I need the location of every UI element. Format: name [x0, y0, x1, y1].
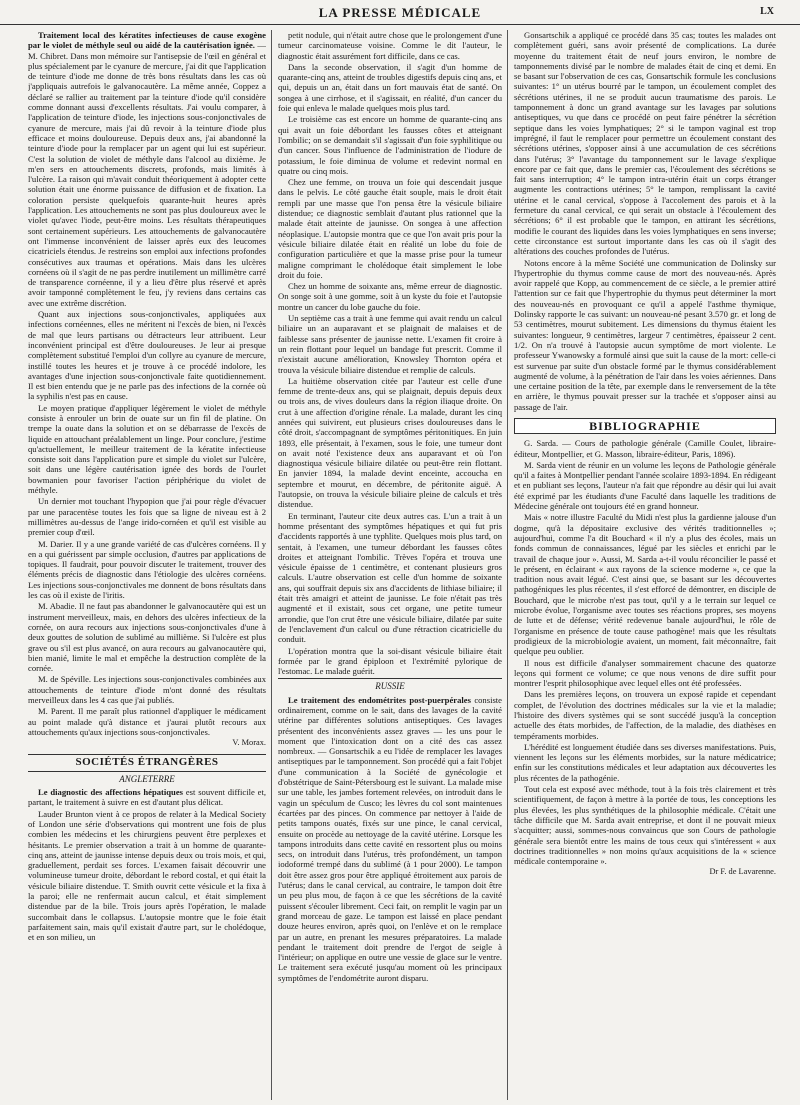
article-heading: Traitement local des kératites infectieuses de cause exogène par le violet de méthyle seul ou aidé de la cautérisation ignée. — [28, 30, 266, 51]
paragraph: Chez un homme de soixante ans, même erreur de diagnostic. On songe soit à une gomme, soit à un kyste du foie et l'autopsie montre un cancer du lobe gauche du foie. — [278, 281, 502, 312]
paragraph: Quant aux injections sous-conjonctivales, appliquées aux infections cornéennes, elles ne méritent ni l'excès de bien, ni l'excès de mal que leurs partisans ou détracteurs leur attribuent. Leur inconvénient principal est d'être douloureuses. Je leur ai presque complètement substitué l'emploi d'un collyre au cyanure de mercure, instillé toutes les heures et je trouve à ce procédé indolore, les avantages d'une injection sous-conjonctivale faite quotidiennement. Il est bien entendu que je ne parle pas des infections de la cornée où la syphilis n'est pas en cause. — [28, 309, 266, 402]
bibliography-banner: BIBLIOGRAPHIE — [514, 418, 776, 434]
paragraph: petit nodule, qui n'était autre chose que le prolongement d'une tumeur carcinomateuse voisine. Comme le dit l'auteur, le diagnostic était assurément fort difficile, dans ce cas. — [278, 30, 502, 61]
paragraph: M. de Spéville. Les injections sous-conjonctivales combinées aux attouchements de teinture d'iode m'ont donné des résultats merveilleux dans les 4 cas que j'ai publiés. — [28, 674, 266, 705]
column-3 — [514, 30, 776, 1100]
paragraph — [28, 787, 266, 808]
paragraph: Chez une femme, on trouva un foie qui descendait jusque dans le pelvis. Le côté gauche était souple, mais le droit était rempli par une masse que l'on pensa être la vésicule biliaire distendue; ce diagnostic semblait d'autant plus rationnel que la malade était atteinte de jaunisse. On songea à une affection néoplasique. L'autopsie montra que ce que l'on avait pris pour la vésicule biliaire dilatée était en réalité un lobe du foie de configuration particulière et que la masse prise pour la tumeur maligne comprimant le cholédoque était simplement le lobe droit du foie. — [278, 177, 502, 280]
paragraph: Un septième cas a trait à une femme qui avait rendu un calcul biliaire un an auparavant et se plaignait de malaises et de faiblesse sans présenter de jaunisse nette. L'examen fit croire à un rein flottant pour lequel un bandage fut prescrit. Comme il n'existait aucune amélioration, Knowsley Thornton opéra et trouva la vésicule biliaire distendue et remplie de calculs. — [278, 313, 502, 375]
paragraph: Dans les premières leçons, on trouvera un exposé rapide et cependant complet, de l'évolution des doctrines médicales sur la vie et la maladie; l'histoire des divers systèmes qui se sont succédé jusqu'à la conception actuelle des états morbides, de l'affection, de la maladie, des diathèses en tempéraments morbides. — [514, 689, 776, 741]
paragraph: Gonsartschik a appliqué ce procédé dans 35 cas; toutes les malades ont complètement guéri, sans avoir présenté de complications. La durée moyenne du traitement était de neuf jours environ, le nombre de tamponnements divisé par le nombre de malades était de cinq et demi. En se basant sur l'observation de ces cas, Gonsartschik formule les conclusions suivantes: 1° un utérus bourré par le tampon, un écoulement complet des sécrétions utérines, il ne se produit aucun traumatisme des parois. Le tamponnement à donc un grand avantage sur les lavages par solutions antiseptiques, vu que dans ce procédé on peut faire pénétrer la sécrétion septique dans les voies lymphatiques; 2° si le tampon vaginal est trop imprégné, il faut le remplacer pour permettre un écoulement constant des sécrétions utérines, s'opposer ainsi à une accumulation de ces sécrétions dans l'utérus; 3° l'avantage du tamponnement sur le lavage s'explique encore par ce fait que, dans le premier cas, l'écoulement des sécrétions se fait sans interruption; 4° le tampon intra-utérin était un corps étranger augmente les contractions utérines; 5° le tampon, remplissant la cavité utérine et le canal cervical, s'oppose à l'accolement des parois et à la fermeture du canal cervical, ce qui serait un obstacle à l'écoulement des sécrétions; 6° il est probable que le tampon, en attirant les sécrétions, modifie le courant des liquides dans les voies lymphatiques en sens inverse; cette circonstance est surtout importante dans les cas où il s'agit des altérations des couches profondes de l'utérus. — [514, 30, 776, 257]
paragraph: En terminant, l'auteur cite deux autres cas. L'un a trait à un homme présentant des symptômes hépatiques et qui fut pris d'accidents rapportés à une typhlite. Quelques mois plus tard, on sentait, à l'examen, une tumeur débordant les fausses côtes droites et atteignant l'ombilic. Trèves l'opéra et trouva une vésicule épaisse de 1 centimètre, et contenant plusieurs gros calculs. L'autre observation est celle d'un homme de soixante ans, qui souffrait depuis six ans d'accidents de lithiase biliaire; il était très amaigri et atteint de jaunisse. Le foie n'était pas très augmenté et il existait, sous cet organe, une petite tumeur arrondie, que l'on crut être une vésicule biliaire, dilatée par suite de l'enclavement d'un calcul ou d'une rétraction cicatricielle du conduit. — [278, 510, 502, 645]
section-heading: SOCIÉTÉS ÉTRANGÈRES — [28, 754, 266, 767]
paragraph: M. Sarda vient de réunir en un volume les leçons de Pathologie générale qu'il a faites à Montpellier pendant l'année scolaire 1893-1894. En rédigeant et en publiant ses leçons, l'auteur n'a fait que répondre au désir qui lui avait été exprimé par les étudiants d'une Faculté dans laquelle les traditions de Médecine générale ont toujours été en grand honneur. — [514, 459, 776, 512]
column-rule-1 — [271, 30, 272, 1100]
paragraph: M. Darier. Il y a une grande variété de cas d'ulcères cornéens. Il y en a qui guérissent par simple occlusion, d'autres par applications de topiques. Il faudrait, pour pouvoir discuter le traitement, trouver des éléments précis de diagnostic dans l'étiologie des ulcères cornéens. Les injections sous-conjonctivales me donnent de bons résultats dans les cas où il existe de l'iritis. — [28, 538, 266, 601]
article-heading: Le diagnostic des affections hépatiques — [38, 787, 183, 798]
column-2 — [278, 30, 502, 1100]
paragraph: L'opération montra que la soi-disant vésicule biliaire était formée par le grand épiploon et l'extrémité pylorique de l'estomac. Le malade guérit. — [278, 645, 502, 677]
paragraph: M. Abadie. Il ne faut pas abandonner le galvanocautère qui est un instrument merveilleux, mais, en dehors des ulcères infectieux de la cornée, on aura recours aux injections sous-conjonctivales d'une à deux gouttes de solution de sublimé au millième. Si l'ulcère est plus grave ou s'il est plus avancé, on aura recours au galvanocautère qui, bien manié, limite le mal et empêche la destruction complète de la cornée. — [28, 601, 266, 674]
paragraph: Un dernier mot touchant l'hypopion que j'ai pour règle d'évacuer par une paracentèse toutes les fois que sa ligne de niveau est à 2 millimètres au-dessus de l'ange irido-cornéen et qu'il est visible au premier coup d'œil. — [28, 496, 266, 538]
paragraph-text: consiste ordinairement, comme on le sait, dans des lavages de la cavité utérine par différentes solutions antiseptiques. Ces lavages présentent des inconvénients assez graves — les uns pour le moment que l'intoxication dont on a cité des cas assez nombreux. — Gonsartschik a eu l'idée de remplacer les lavages antiseptiques par le tamponnement. Son procédé qui a fait l'objet d'une communication à la Société de gynécologie et d'obstétrique de Saint-Pétersbourg est le suivant. La malade mise sur une table, les jambes fortement relevées, on introduit dans le vagin un spéculum de Cusco; les lèvres du col sont maintenues écartées par des pinces. On commence par nettoyer à l'aide de petits tampons ouatés, fixés sur une pince, le canal cervical, ensuite on procède au nettoyage de la cavité utérine. Lorsque les tampons introduits dans cette cavité en ressortent plus ou moins secs, on introduit dans l'utérus, très profondément, un tampon iodoformé trempé dans du sublimé (à 1 pour 2000). Le tampon doit être assez gros pour être appliqué étroitement aux parois de l'utérus; dans le canal cervical, au contraire, le tampon doit être un peu plus mou, de façon à ce que les sécrétions de la cavité puissent s'écouler librement. Ceci fait, on remplit le vagin par un grand morceau de gaze. Le tampon est laissé en place pendant douze heures environ, après quoi, on l'enlève et on le remplace par un autre, en prenant les mesures préparatoires. La malade pendant le traitement doit prendre de l'ergot de seigle à l'intérieur; on applique en outre une vessie de glace sur le ventre. Le traitement sera exécuté jusqu'au moment où les principaux symptômes de l'endométrite auront disparu. — [278, 694, 502, 983]
paragraph: Le moyen pratique d'appliquer légèrement le violet de méthyle consiste à enrouler un brin de ouate sur un fin fil de platine. On trempe la ouate dans la solution et on se débarrasse de l'excès de liquide en attouchant préalablement un linge. Pour conclure, j'estime qu'actuellement, le meilleur traitement de la kératite infectieuse consiste soit dans l'application pure et simple du violet sur l'ulcère, soit dans une légère cautérisation ignée des bords de l'ourlet bowmanien pour favoriser l'action périphérique du violet de méthyle. — [28, 402, 266, 496]
article-heading: Le traitement des endométrites post-puerpérales — [288, 694, 471, 705]
paragraph: La huitième observation citée par l'auteur est celle d'une femme de trente-deux ans, qui se plaignait, depuis depuis deux ou trois ans, de vives douleurs dans la région iliaque droite. On crut à une affection d'origine rénale. La malade, durant les cinq années qui suivirent, eut plusieurs crises douloureuses dans le côté droit, s'accompagnant de symptômes péritonitiques. En juin 1893, elle présentait, à l'examen, sous le foie, une tumeur dont on avait noté l'existence deux ans auparavant et où l'on diagnostiqua vésicule biliaire dilatée ou peut-être rein flottant. En janvier 1894, la malade devint enceinte, accoucha en septembre et mourut, en décembre, de péritonite aiguë. A l'autopsie, on trouva la vésicule biliaire pleine de calculs et très distendue. — [278, 375, 502, 510]
paragraph: M. Parent. Il me paraît plus rationnel d'appliquer le médicament au point malade qu'à distance et j'aurai plutôt recours aux attouchements qu'aux injections sous-conjonctivales. — [28, 706, 266, 737]
page-number: LX — [760, 6, 774, 17]
column-rule-2 — [507, 30, 508, 1100]
subsection-heading: RUSSIE — [278, 678, 502, 691]
journal-title: LA PRESSE MÉDICALE — [318, 5, 482, 20]
paragraph: Lauder Brunton vient à ce propos de relater à la Medical Society of London une série d'observations qui montrent une fois de plus combien les médecins et les chirurgiens peuvent être perplexes et hésitants. Le premier observation a trait à un homme de quarante-cinq ans, atteint de jaunisse intense depuis deux ou trois mois, et qui, graduellement, perdait ses forces. L'examen faisait découvrir une volumineuse tumeur droite, débordant le rebord costal, et qui était la vésicule biliaire distendue. T. Smith ouvrit cette vésicule et la fixa à la paroi; elle ne renfermait aucun calcul, et était simplement distendue par de la bile. Trois jours après l'opération, le malade succombait dans le collapsus. L'autopsie montre que le foie était parfaitement sain, mais qu'il existait d'autre part, sur le cholédoque, et en son milieu, un — [28, 808, 266, 943]
signature: V. Morax. — [232, 738, 266, 748]
subsection-heading: ANGLETERRE — [28, 771, 266, 784]
paragraph: G. Sarda. — Cours de pathologie générale (Camille Coulet, libraire-éditeur, Montpellier, et G. Masson, libraire-éditeur, Paris, 1896). — [514, 438, 776, 459]
paragraph: Tout cela est exposé avec méthode, tout à la fois très clairement et très scientifiquement, de façon à mettre à la portée de tous, les conceptions les plus élevées, les plus synthétiques de la philosophie médicale. C'était une tâche difficile que M. Sarda avait entreprise, et dont il ne pouvait mieux s'acquitter; aussi, sommes-nous convaincus que son Cours de pathologie générale sera bientôt entre les mains de tous ceux qui s'intéressent « aux doctrines traditionnelles » non moins qu'aux acquisitions de la « science médicale contemporaine ». — [514, 784, 776, 867]
signature: Dr F. de Lavarenne. — [709, 867, 776, 877]
paragraph: Notons encore à la même Société une communication de Dolinsky sur l'hypertrophie du thymus comme cause de mort des nouveau-nés. Après avoir rappelé que Kopp, au commencement de ce siècle, a le premier attiré l'attention sur ce fait que l'hypertrophie du thymus peut déterminer la mort des nouveau-nés en provoquant ce qu'il a appelé l'asthme thymique, Dolinsky rapporte le cas suivant: un nouveau-né pesant 3.570 gr. et long de 53 centimètres, mourut subitement. Les dimensions du thymus étaient les suivantes: longueur, 9 centimètres, largeur 7 centimètres, épaisseur 2 cent. 1/2. On n'a trouvé à l'autopsie aucun symptôme de mort violente. Le professeur Ywanowsky a formulé ainsi que suit la cause de la mort: celle-ci est survenue par suite d'un obstacle formé par le thymus considérablement augmenté de volume, à la pénétration de l'air dans les voies aériennes. Dans une certaine position de la tête, par exemple dans le renversement de la tête en arrière, le thymus pouvait presser sur la trachée et s'opposer ainsi au passage de l'air. — [514, 257, 776, 412]
paragraph: L'hérédité est longuement étudiée dans ses diverses manifestations. Puis, viennent les leçons sur les éléments morbides, sur la nature médicatrice; enfin sur les constitutions médicales et leur adaptation aux découvertes les plus récentes de la pathogénie. — [514, 741, 776, 783]
column-1 — [28, 30, 266, 1100]
paragraph-text: est souvent difficile et, partant, le traitement à suivre en est d'autant plus délicat. — [28, 787, 266, 808]
paragraph: Dans la seconde observation, il s'agit d'un homme de quarante-cinq ans, atteint de troubles digestifs depuis cinq ans, et qui, depuis un an, était dans un fort mauvais état de santé. On songea à une cirrhose, et il s'agissait, en réalité, d'un cancer du foie qui enleva le malade quelques mois plus tard. — [278, 61, 502, 114]
paragraph — [28, 30, 266, 308]
paragraph: Mais « notre illustre Faculté du Midi n'est plus la gardienne jalouse d'un dogme, qu'à la dépositaire exclusive des vérités traditionnelles »; aujourd'hui, comme l'a dit Bouchard « il n'y a plus des écoles, mais un fonds commun de connaissances, légué par les siècles et enrichi par le travail de chaque jour ». Aussi, M. Sarda a-t-il voulu réconcilier le passé et le présent, en éclairant « aux rayons de la science moderne », ce que la tradition nous avait légué. C'est ainsi que, se basant sur les découvertes pathogéniques les plus récentes, il s'est efforcé de démontrer, en disciple de Bouchard, que le microbe n'est pas tout, qu'il y a le terrain sur lequel ce microbe évolue, l'organisme avec toutes ses réactions propres, ses moyens de lutte et de défense; vérité redevenue banale aujourd'hui, le rôle de l'organisme en présence de toute cause pathogène! mais que les résultats prodigieux de la microbiologie avaient, un moment, fait méconnaître, fait quelque peu oublier. — [514, 512, 776, 657]
paragraph: Il nous est difficile d'analyser sommairement chacune des quatorze leçons qui forment ce volume; ce que nous venons de dire suffit pour montrer l'esprit philosophique avec lequel elles ont été professées. — [514, 657, 776, 689]
paragraph: Le troisième cas est encore un homme de quarante-cinq ans qui avait un foie débordant les fausses côtes et atteignant l'ombilic; on se demandait s'il s'agissait d'un foie syphilitique ou d'un cancer. Sous l'influence de l'administration de l'iodure de potassium, le foie diminua de volume et redevint normal en quatre ou cinq mois. — [278, 114, 502, 176]
page-header — [0, 0, 800, 25]
paragraph — [278, 695, 502, 983]
paragraph-text: — M. Chibret. Dans mon mémoire sur l'antisepsie de l'œil en général et plus spécialement par le cyanure de mercure, j'ai dit que l'application de teinture d'iode me donne de très bons résultats dans les cas où j'appliquais autrefois le galvanocautère. La même année, Coppez a déclaré se rallier au traitement par la teinture d'iode qu'il considère comme donnant aussi d'excellents résultats. J'ai voulu comparer, à l'application de teinture d'iode, les injections sous-conjonctivales de cyanure de mercure, mais j'ai dû revoir à la teinture d'iode plus efficace et moins douloureuse. Depuis deux ans, j'ai abandonné la teinture d'iode pour la remplacer par un agent qui lui est supérieur. C'est la solution de violet de méthyle dans l'alcool au dixième. Je m'en sers en attouchements discrets, profonds, mais limités à l'ulcère. La raison qui m'avait conduit théoriquement à adopter cette solution était une énorme puissance de diffusion et de fixation. La coloration persiste quelquefois quarante-huit heures après l'application. Les attouchements ne sont pas plus douloureux avec le violet qu'avec l'iode, peut-être moins. Les résultats thérapeutiques sont certainement supérieurs. Les attouchements de galvanocautère ont l'immense inconvénient de laisser après eux des leucomes cicatriciels étendus. Je restreins son emploi aux infections profondes consécutives aux traumas et opérations. Mais dans les ulcères cornéens où il s'agit de ne pas perdre inutilement un millimètre carré de transparence cornéenne, il y a lieu d'être plus réservé et après avoir tamponné complètement le feu, j'y reviens dans certains cas avec une extrême discrétion. — [28, 40, 266, 308]
